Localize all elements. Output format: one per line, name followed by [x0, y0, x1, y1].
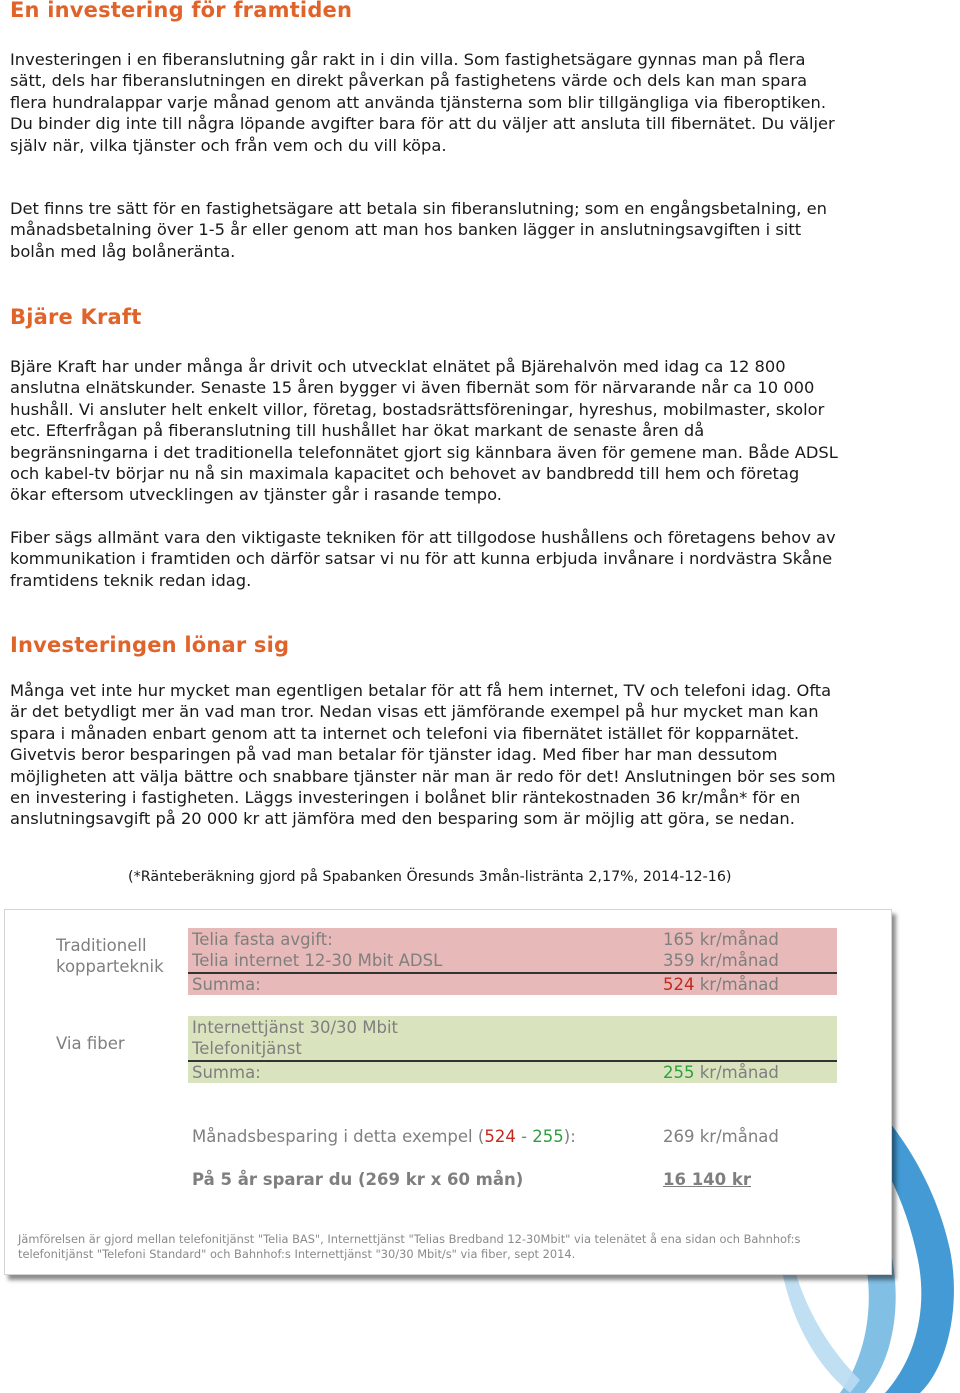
fiber-sum-number: 255: [663, 1063, 695, 1082]
monthly-savings-value: 269 kr/månad: [663, 1127, 779, 1146]
heading-investment-pays: Investeringen lönar sig: [10, 633, 290, 657]
copper-row1-value: 165 kr/månad: [663, 930, 779, 949]
heading-investment-future: En investering för framtiden: [10, 0, 353, 22]
copper-row2-label: Telia internet 12-30 Mbit ADSL: [192, 951, 443, 970]
five-year-savings-value: 16 140 kr: [663, 1170, 752, 1189]
fiber-sum-label: Summa:: [192, 1063, 261, 1082]
comparison-box: [4, 909, 892, 1275]
savings-minus: -: [515, 1127, 533, 1146]
copper-sum-number: 524: [663, 975, 695, 994]
savings-fiber-number: 255: [532, 1127, 564, 1146]
paragraph-investment-2: Det finns tre sätt för en fastighetsägare att betala sin fiberanslutning; som en engångsbetalning, en månadsbetalning över 1-5 år eller genom att man hos banken lägger in anslutningsavgiften i sitt bolån med låg bolåneränta.: [10, 199, 827, 261]
savings-copper-number: 524: [484, 1127, 516, 1146]
savings-label-suffix: ):: [563, 1127, 576, 1146]
copper-label-line1: Traditionell: [56, 936, 147, 955]
paragraph-investment-pays: Många vet inte hur mycket man egentligen betalar för att få hem internet, TV och telefoni idag. Ofta är det betydligt mer än vad man tror. Nedan visas ett jämförande exempel på hur mycket man kan spara i månaden enbart genom att ta internet och telefoni via fibernätet istället för kopparnätet. Givetvis beror besparingen på vad man betalar för tjänster idag. Med fiber har man dessutom möjligheten att välja bättre och snabbare tjänster när man är redo för det! Anslutningen bör ses som en investering i fastigheten. Läggs investeringen i bolånet blir räntekostnaden 36 kr/mån* för en anslutningsavgift på 20 000 kr att jämföra med den besparing som är möjlig att göra, se nedan.: [10, 681, 836, 829]
fiber-sum-unit: kr/månad: [694, 1063, 779, 1082]
heading-bjare-kraft: Bjäre Kraft: [10, 305, 142, 329]
savings-label-prefix: Månadsbesparing i detta exempel (: [192, 1127, 485, 1146]
copper-sum-label: Summa:: [192, 975, 261, 994]
fiber-row2-label: Telefonitjänst: [192, 1039, 302, 1058]
interest-note: (*Ränteberäkning gjord på Spabanken Öresunds 3mån-listränta 2,17%, 2014-12-16): [128, 869, 732, 885]
copper-label-line2: kopparteknik: [56, 957, 164, 976]
monthly-savings-label: [192, 1126, 576, 1147]
comparison-footnote: Jämförelsen är gjord mellan telefonitjänst "Telia BAS", Internettjänst "Telias Bredband 12-30Mbit" via telenätet å ena sidan och Bahnhof:s telefonitjänst "Telefoni Standard" och Bahnhof:s Internettjänst "30/30 Mbit/s" via fiber, sept 2014.: [18, 1232, 801, 1261]
copper-sum-value: [663, 974, 779, 995]
paragraph-bjare-1: Bjäre Kraft har under många år drivit och utvecklat elnätet på Bjärehalvön med idag ca 12 800 anslutna elnätskunder. Senaste 15 åren bygger vi även fibernät som för närvarande når ca 10 000 hushåll. Vi ansluter helt enkelt villor, företag, bostadsrättsföreningar, hyreshus, mobilmaster, skolor etc. Efterfrågan på fiberanslutning till hushållet har ökat markant de senaste åren då begränsningarna i det traditionella telefonnätet gjort sig kännbara även för gemene man. Både ADSL och kabel-tv börjar nu nå sin maximala kapacitet och behovet av bandbredd till hem och företag ökar eftersom utvecklingen av tjänster går i rasande tempo.: [10, 357, 838, 505]
fiber-sum-value: [663, 1062, 779, 1083]
copper-row2-value: 359 kr/månad: [663, 951, 779, 970]
copper-sum-unit: kr/månad: [694, 975, 779, 994]
five-year-savings-label: På 5 år sparar du (269 kr x 60 mån): [192, 1170, 524, 1189]
fiber-row1-label: Internettjänst 30/30 Mbit: [192, 1018, 399, 1037]
copper-row1-label: Telia fasta avgift:: [192, 930, 333, 949]
paragraph-investment-1: Investeringen i en fiberanslutning går rakt in i din villa. Som fastighetsägare gynnas man på flera sätt, dels har fiberanslutningen en direkt påverkan på fastighetens värde och dels kan man spara flera hundralappar varje månad genom att använda tjänsterna som blir tillgängliga via fiberoptiken. Du binder dig inte till några löpande avgifter bara för att du väljer att ansluta till fibernätet. Du väljer själv när, vilka tjänster och från vem och du vill köpa.: [10, 50, 835, 155]
paragraph-bjare-2: Fiber sägs allmänt vara den viktigaste tekniken för att tillgodose hushållens och företagens behov av kommunikation i framtiden och därför satsar vi nu för att kunna erbjuda invånare i nordvästra Skåne framtidens teknik redan idag.: [10, 528, 836, 590]
fiber-label: Via fiber: [56, 1034, 125, 1053]
